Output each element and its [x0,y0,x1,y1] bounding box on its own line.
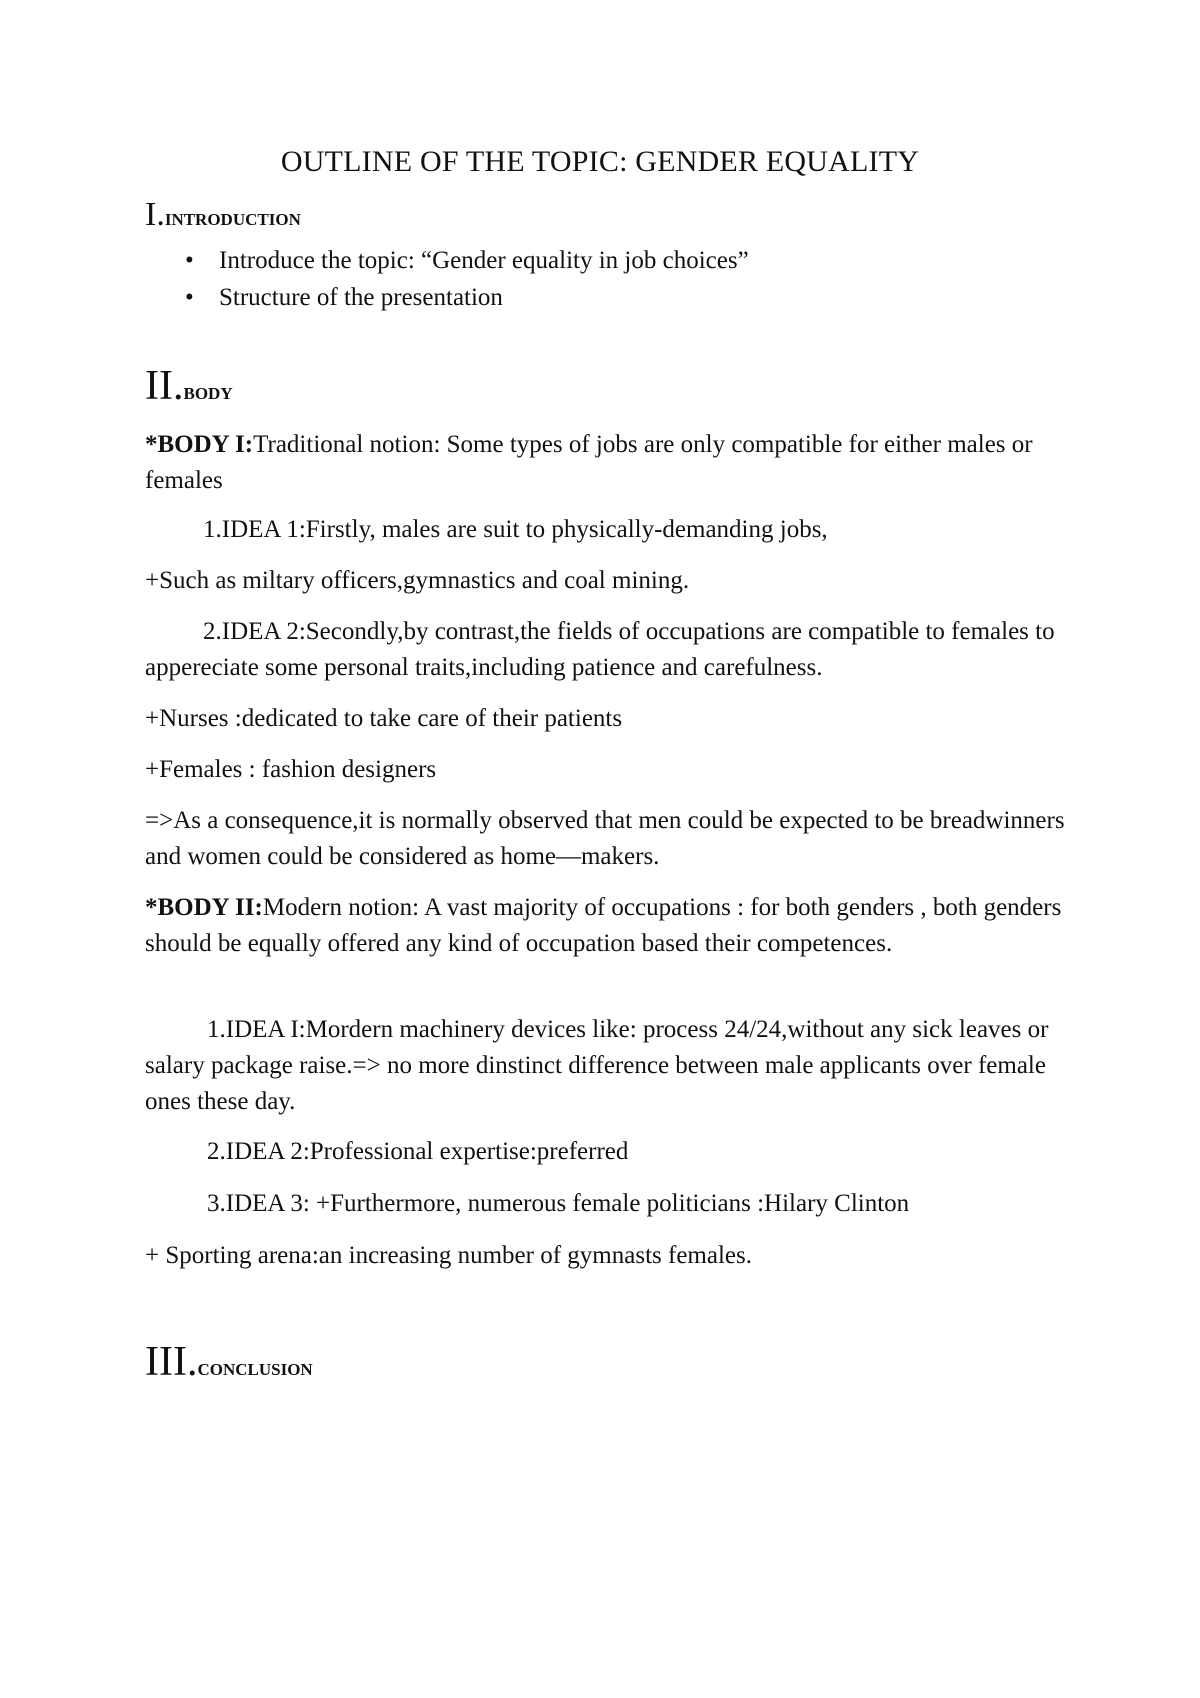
idea2-1: 1.IDEA I:Mordern machinery devices like: process 24/24,without any sick leaves or salary package raise.=> no more dinstinct difference between male applicants over female ones these day. [145,1016,1049,1115]
bullet-text: Introduce the topic: “Gender equality in job choices” [219,247,749,274]
section-label: conclusion [197,1355,313,1381]
section-label: introduction [164,205,301,231]
section-heading-introduction [145,196,301,234]
section-heading-body [145,362,233,410]
section-numeral: I. [145,196,165,233]
bullet-icon: • [185,247,194,274]
section-label: body [183,379,233,405]
section-numeral: III. [145,1339,198,1385]
body1-text: Traditional notion: Some types of jobs are only compatible for either males or females [145,431,1033,494]
list-item [145,242,749,279]
idea1-1: 1.IDEA 1:Firstly, males are suit to physically-demanding jobs, [203,516,828,543]
bullet-text: Structure of the presentation [219,284,503,311]
body2-label: *BODY II: [145,894,263,921]
idea1-1-example: +Such as miltary officers,gymnastics and coal mining. [145,567,690,594]
introduction-bullet-list [145,242,749,316]
idea2-3: 3.IDEA 3: +Furthermore, numerous female politicians :Hilary Clinton [207,1190,910,1217]
body1-paragraph [145,427,1065,499]
idea1-2: 2.IDEA 2:Secondly,by contrast,the fields of occupations are compatible to females to appereciate some personal traits,including patience and carefulness. [145,618,1055,681]
idea1-2-example-nurses: +Nurses :dedicated to take care of their patients [145,705,623,732]
section-heading-conclusion [145,1338,313,1386]
idea1-2-example-females: +Females : fashion designers [145,756,437,783]
body1-label: *BODY I: [145,431,254,458]
body2-text: Modern notion: A vast majority of occupations : for both genders , both genders should be equally offered any kind of occupation based their competences. [145,894,1062,957]
bullet-icon: • [185,284,194,311]
body2-paragraph [145,890,1065,962]
list-item [145,279,749,316]
idea2-2: 2.IDEA 2:Professional expertise:preferred [207,1138,629,1165]
sporting-arena-line: + Sporting arena:an increasing number of gymnasts females. [145,1242,752,1269]
document-title: OUTLINE OF THE TOPIC: GENDER EQUALITY [280,145,920,178]
consequence-paragraph: =>As a consequence,it is normally observed that men could be expected to be breadwinners and women could be considered as home—makers. [145,807,1065,870]
section-numeral: II. [145,363,184,409]
